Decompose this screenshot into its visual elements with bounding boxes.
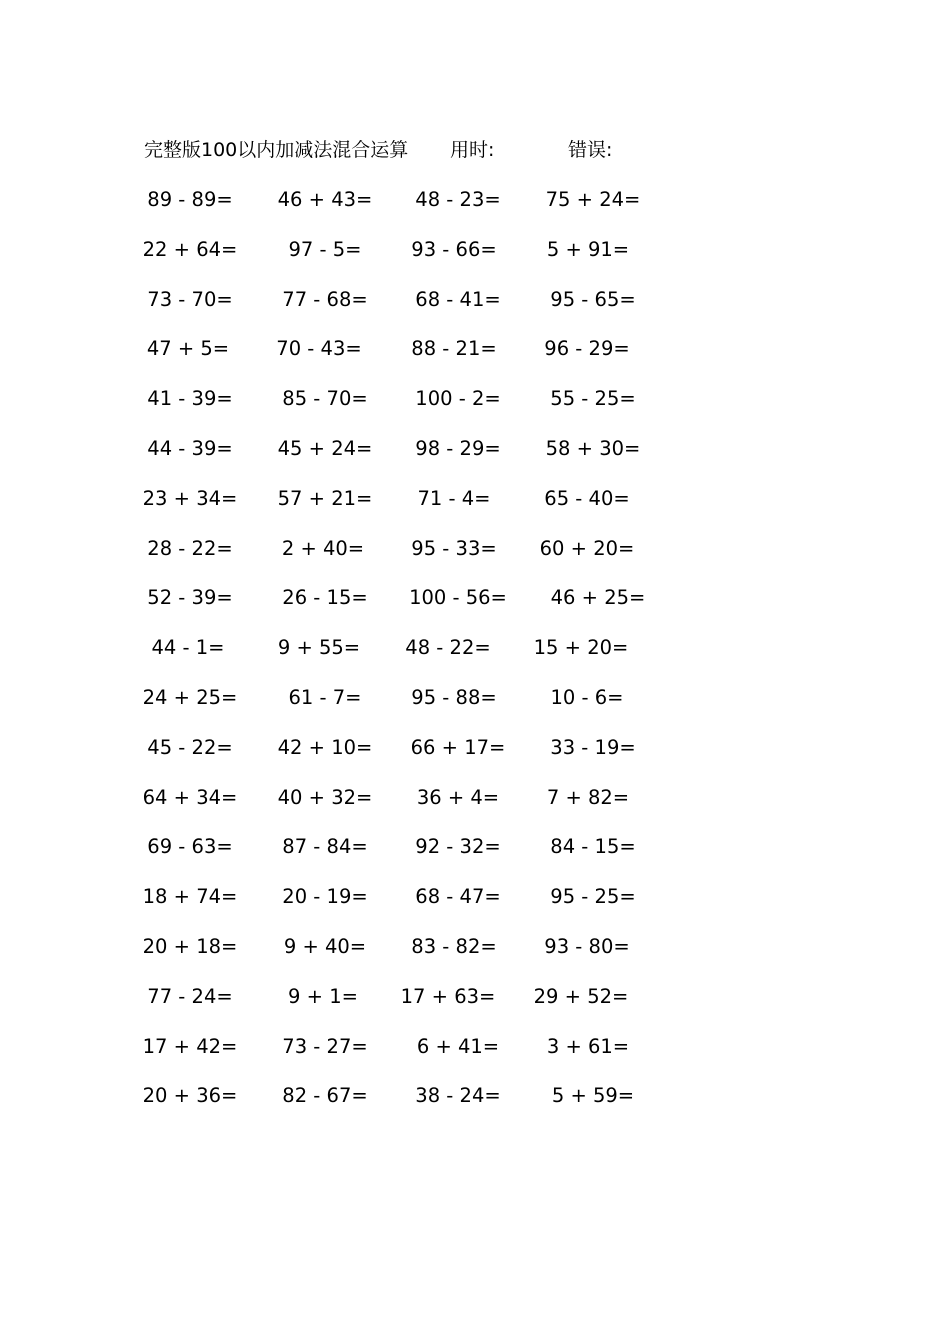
problem-row xyxy=(0,236,950,286)
problem-row xyxy=(0,535,950,585)
math-problem: 100 - 2= xyxy=(415,387,501,411)
math-problem: 73 - 27= xyxy=(282,1034,368,1058)
math-problem: 7 + 82= xyxy=(546,785,630,809)
math-problem: 95 - 25= xyxy=(550,885,636,909)
problem-row xyxy=(0,286,950,336)
math-problem: 48 - 23= xyxy=(415,188,501,211)
math-problem: 68 - 41= xyxy=(415,287,501,311)
math-problem: 41 - 39= xyxy=(147,387,233,411)
math-problem: 10 - 6= xyxy=(550,685,624,709)
math-problem: 9 + 1= xyxy=(288,984,358,1008)
math-problem: 9 + 40= xyxy=(283,934,367,958)
math-problem: 23 + 34= xyxy=(142,486,238,510)
math-problem: 77 - 68= xyxy=(282,287,368,311)
math-problem: 71 - 4= xyxy=(417,486,491,510)
math-problem: 68 - 47= xyxy=(415,885,501,909)
math-problem: 22 + 64= xyxy=(142,237,238,261)
math-problem: 96 - 29= xyxy=(544,337,630,361)
math-problem: 45 - 22= xyxy=(147,735,233,759)
math-problem: 6 + 41= xyxy=(416,1034,500,1058)
math-problem: 87 - 84= xyxy=(282,835,368,859)
math-problem: 58 + 30= xyxy=(545,436,641,460)
problem-row xyxy=(0,983,950,1033)
problem-row xyxy=(0,784,950,834)
math-problem: 66 + 17= xyxy=(410,735,506,759)
problem-row xyxy=(0,933,950,983)
problem-row xyxy=(0,385,950,435)
problem-row xyxy=(0,186,950,236)
math-problem: 20 + 36= xyxy=(142,1084,238,1108)
math-problem: 95 - 33= xyxy=(411,536,497,560)
math-problem: 40 + 32= xyxy=(277,785,373,809)
math-problem: 69 - 63= xyxy=(147,835,233,859)
math-problem: 82 - 67= xyxy=(282,1084,368,1108)
math-problem: 18 + 74= xyxy=(142,885,238,909)
problem-row xyxy=(0,634,950,684)
math-problem: 84 - 15= xyxy=(550,835,636,859)
problem-row xyxy=(0,1082,950,1132)
math-problem: 29 + 52= xyxy=(533,984,629,1008)
math-problem: 20 - 19= xyxy=(282,885,368,909)
errors-label: 错误: xyxy=(568,139,613,161)
math-problem: 55 - 25= xyxy=(550,387,636,411)
math-problem: 70 - 43= xyxy=(276,337,362,361)
problem-row xyxy=(0,684,950,734)
math-problem: 33 - 19= xyxy=(550,735,636,759)
problem-row xyxy=(0,584,950,634)
math-problem: 47 + 5= xyxy=(146,337,230,361)
problem-row xyxy=(0,335,950,385)
math-problem: 17 + 42= xyxy=(142,1034,238,1058)
math-problem: 92 - 32= xyxy=(415,835,501,859)
math-problem: 83 - 82= xyxy=(411,934,497,958)
math-problem: 95 - 65= xyxy=(550,287,636,311)
math-problem: 24 + 25= xyxy=(142,685,238,709)
math-problem: 97 - 5= xyxy=(288,237,362,261)
math-problem: 73 - 70= xyxy=(147,287,233,311)
math-problem: 15 + 20= xyxy=(533,636,629,660)
problem-row xyxy=(0,734,950,784)
math-problem: 98 - 29= xyxy=(415,436,501,460)
math-problem: 46 + 43= xyxy=(277,188,373,211)
math-problem: 52 - 39= xyxy=(147,586,233,610)
math-problem: 45 + 24= xyxy=(277,436,373,460)
time-label: 用时: xyxy=(450,139,495,161)
math-problem: 61 - 7= xyxy=(288,685,362,709)
math-problem: 20 + 18= xyxy=(142,934,238,958)
worksheet-title: 完整版100以内加减法混合运算 xyxy=(144,139,409,161)
math-problem: 42 + 10= xyxy=(277,735,373,759)
math-problem: 89 - 89= xyxy=(147,188,233,211)
problem-row xyxy=(0,435,950,485)
math-problem: 100 - 56= xyxy=(409,586,507,610)
math-problem: 60 + 20= xyxy=(539,536,635,560)
math-problem: 95 - 88= xyxy=(411,685,497,709)
math-problem: 77 - 24= xyxy=(147,984,233,1008)
math-problem: 93 - 80= xyxy=(544,934,630,958)
problem-row xyxy=(0,883,950,933)
problem-row xyxy=(0,485,950,535)
math-problem: 5 + 91= xyxy=(546,237,630,261)
math-problem: 57 + 21= xyxy=(277,486,373,510)
math-problem: 2 + 40= xyxy=(281,536,365,560)
math-problem: 3 + 61= xyxy=(546,1034,630,1058)
math-problem: 64 + 34= xyxy=(142,785,238,809)
math-problem: 28 - 22= xyxy=(147,536,233,560)
math-problem: 36 + 4= xyxy=(416,785,500,809)
math-problem: 48 - 22= xyxy=(405,636,491,660)
math-problem: 26 - 15= xyxy=(282,586,368,610)
problem-row xyxy=(0,833,950,883)
math-problem: 5 + 59= xyxy=(551,1084,635,1108)
math-problem: 93 - 66= xyxy=(411,237,497,261)
math-problem: 85 - 70= xyxy=(282,387,368,411)
math-problem: 17 + 63= xyxy=(400,984,496,1008)
problem-grid xyxy=(0,186,950,1132)
problem-row xyxy=(0,1033,950,1083)
math-problem: 38 - 24= xyxy=(415,1084,501,1108)
math-problem: 88 - 21= xyxy=(411,337,497,361)
math-problem: 65 - 40= xyxy=(544,486,630,510)
math-problem: 75 + 24= xyxy=(545,188,641,211)
math-problem: 46 + 25= xyxy=(550,586,646,610)
math-problem: 44 - 1= xyxy=(151,636,225,660)
math-problem: 44 - 39= xyxy=(147,436,233,460)
math-problem: 9 + 55= xyxy=(277,636,361,660)
